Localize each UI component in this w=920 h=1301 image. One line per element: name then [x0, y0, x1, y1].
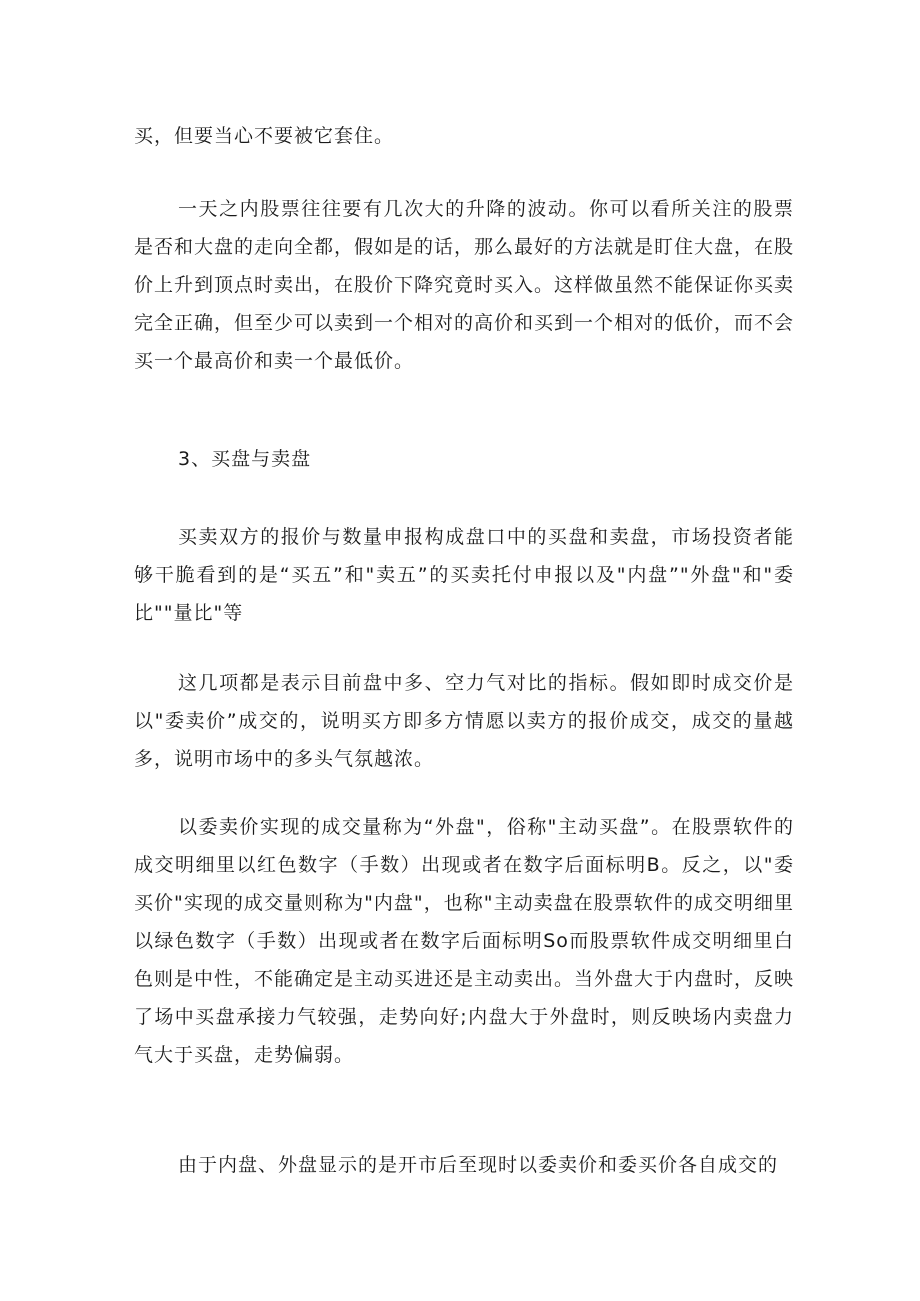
paragraph-intraday-volatility: 一天之内股票往往要有几次大的升降的波动。你可以看所关注的股票是否和大盘的走向全都，假如是的话，那么最好的方法就是盯住大盘，在股价上升到顶点时卖出，在股价下降究竟时买入。这样做虽然不能保证你买卖完全正确，但至少可以卖到一个相对的高价和买到一个相对的低价，而不会买一个最高价和卖一个最低价。 [134, 198, 795, 372]
paragraph-order-book: 买卖双方的报价与数量申报构成盘口中的买盘和卖盘，市场投资者能够干脆看到的是“买五”和"卖五”的买卖托付申报以及"内盘”"外盘"和"委比""量比"等 [134, 526, 794, 624]
section-heading-buy-sell-orders: 3、买盘与卖盘 [178, 448, 312, 470]
paragraph-force-indicators: 这几项都是表示目前盘中多、空力气对比的指标。假如即时成交价是以"委卖价”成交的，说明买方即多方情愿以卖方的报价成交，成交的量越多，说明市场中的多头气氛越浓。 [134, 672, 794, 770]
paragraph-outer-inner-volume: 以委卖价实现的成交量称为“外盘"，俗称"主动买盘”。在股票软件的成交明细里以红色数字（手数）出现或者在数字后面标明B。反之，以"委买价"实现的成交量则称为"内盘"，也称"主动卖盘在股票软件的成交明细里以绿色数字（手数）出现或者在数字后面标明So而股票软件成交明细里白色则是中性，不能确定是主动买进还是主动卖出。当外盘大于内盘时，反映了场中买盘承接力气较强，走势向好;内盘大于外盘时，则反映场内卖盘力气大于买盘，走势偏弱。 [134, 816, 795, 1066]
paragraph-inner-outer-display: 由于内盘、外盘显示的是开市后至现时以委卖价和委买价各自成交的 [178, 1154, 779, 1176]
paragraph-continuation: 买，但要当心不要被它套住。 [134, 125, 395, 147]
